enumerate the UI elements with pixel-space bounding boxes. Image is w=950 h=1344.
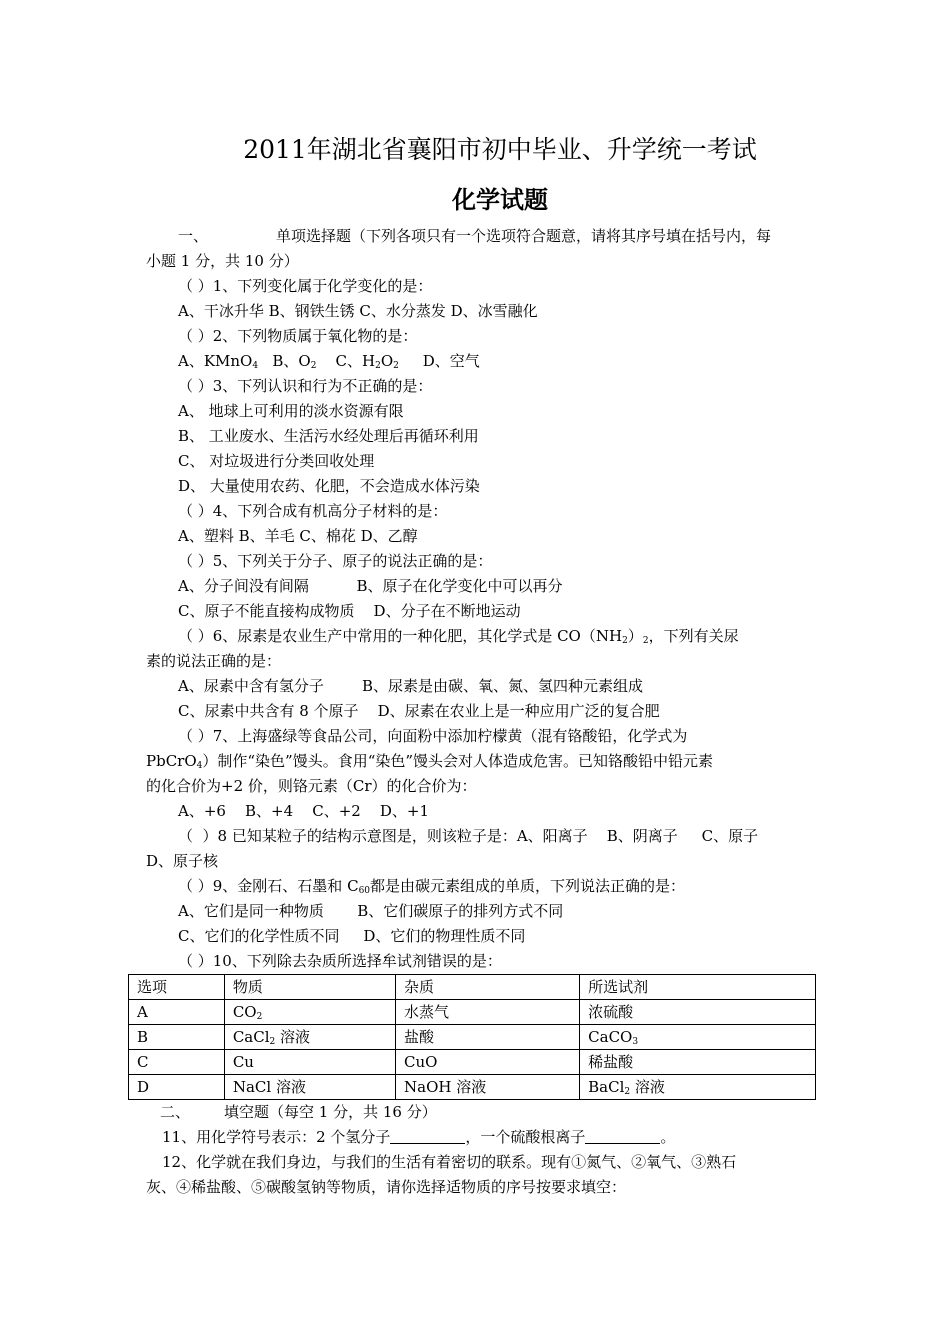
table-cell: CaCl$_2$ 溶液: [224, 1025, 395, 1050]
q6-options-ab: A、尿素中含有氢分子 B、尿素是由碳、氧、氮、氢四种元素组成: [178, 677, 644, 695]
q3-option-b: B、 工业废水、生活污水经处理后再循环利用: [178, 427, 479, 445]
table-header-cell: 杂质: [396, 975, 580, 1000]
q3-stem: （ ）3、下列认识和行为不正确的是：: [178, 377, 433, 395]
q7-stem-line3: 的化合价为+2 价，则铬元素（Cr）的化合价为：: [146, 777, 477, 795]
table-cell: Cu: [224, 1050, 395, 1075]
table-row: [129, 1050, 816, 1075]
table-cell: $CO_2$: [224, 1000, 395, 1025]
table-row: [129, 1025, 816, 1050]
page-subtitle: 化学试题: [452, 186, 548, 214]
q3-option-c: C、 对垃圾进行分类回收处理: [178, 452, 375, 470]
q5-options-ab: A、分子间没有间隔 B、原子在化学变化中可以再分: [178, 577, 563, 595]
table-header-cell: 物质: [224, 975, 395, 1000]
q11-stem: 11、用化学符号表示：2 个氢分子 ，一个硫酸根离子 。: [162, 1128, 676, 1146]
q10-table: [128, 974, 816, 1100]
q8-stem-cont: D、原子核: [146, 852, 219, 870]
q4-stem: （ ）4、下列合成有机高分子材料的是：: [178, 502, 448, 520]
q7-stem-line2: PbCrO$_4$）制作“染色”馒头。食用“染色”馒头会对人体造成危害。已知铬酸铅中铅元素: [146, 752, 714, 771]
table-cell: D: [129, 1075, 225, 1100]
table-cell: 水蒸气: [396, 1000, 580, 1025]
section2-heading: 二、 填空题（每空 1 分，共 16 分）: [160, 1103, 437, 1121]
q6-stem-cont: 素的说法正确的是：: [146, 652, 282, 670]
table-cell: B: [129, 1025, 225, 1050]
q9-stem: （ ）9、金刚石、石墨和 $C_{60}$都是由碳元素组成的单质，下列说法正确的是：: [178, 877, 686, 896]
table-cell: NaOH 溶液: [396, 1075, 580, 1100]
table-cell: NaCl 溶液: [224, 1075, 395, 1100]
q4-options: A、塑料 B、羊毛 C、棉花 D、乙醇: [178, 527, 418, 545]
q12-stem: 12、化学就在我们身边，与我们的生活有着密切的联系。现有①氮气、②氧气、③熟石: [162, 1153, 737, 1171]
table-cell: BaCl$_2$ 溶液: [580, 1075, 816, 1100]
table-cell: 盐酸: [396, 1025, 580, 1050]
q2-stem: （ ）2、下列物质属于氧化物的是：: [178, 327, 418, 345]
table-header-cell: 选项: [129, 975, 225, 1000]
table-cell: 稀盐酸: [580, 1050, 816, 1075]
table-cell: A: [129, 1000, 225, 1025]
section1-heading-cont: 小题 1 分，共 10 分）: [146, 252, 299, 270]
q8-stem: （ ）8 已知某粒子的结构示意图是，则该粒子是：A、阳离子 B、阴离子 C、原子: [178, 827, 759, 845]
q11-blank-1[interactable]: [390, 1127, 465, 1144]
table-cell: CaCO$_3$: [580, 1025, 816, 1050]
q2-options: A、KMnO$_4$ B、$O_2$ C、$H_2O_2$ D、空气: [178, 352, 480, 371]
table-cell: C: [129, 1050, 225, 1075]
q9-options-ab: A、它们是同一种物质 B、它们碳原子的排列方式不同: [178, 902, 564, 920]
exam-body: [137, 224, 808, 1200]
q11-blank-2[interactable]: [585, 1127, 660, 1144]
q6-stem: （ ）6、尿素是农业生产中常用的一种化肥，其化学式是 $CO(NH_2)_2$，下列有关尿: [178, 627, 739, 646]
table-cell: 浓硫酸: [580, 1000, 816, 1025]
page-title: 2011年湖北省襄阳市初中毕业、升学统一考试: [243, 135, 757, 164]
table-header-row: [129, 975, 816, 1000]
table-cell: CuO: [396, 1050, 580, 1075]
q7-stem: （ ）7、上海盛绿等食品公司，向面粉中添加柠檬黄（混有铬酸铅，化学式为: [178, 727, 688, 745]
table-row: [129, 1000, 816, 1025]
section1-heading: 一、 单项选择题（下列各项只有一个选项符合题意，请将其序号填在括号内，每: [178, 227, 772, 245]
q6-options-cd: C、尿素中共含有 8 个原子 D、尿素在农业上是一种应用广泛的复合肥: [178, 702, 660, 720]
q3-option-a: A、 地球上可利用的淡水资源有限: [178, 402, 404, 420]
table-row: [129, 1075, 816, 1100]
q3-option-d: D、 大量使用农药、化肥，不会造成水体污染: [178, 477, 480, 495]
q10-stem: （ ）10、下列除去杂质所选择牟试剂错误的是：: [178, 952, 502, 970]
q7-options: A、+6 B、+4 C、+2 D、+1: [178, 802, 430, 820]
q5-options-cd: C、原子不能直接构成物质 D、分子在不断地运动: [178, 602, 521, 620]
q1-stem: （ ）1、下列变化属于化学变化的是：: [178, 277, 433, 295]
q5-stem: （ ）5、下列关于分子、原子的说法正确的是：: [178, 552, 493, 570]
table-header-cell: 所选试剂: [580, 975, 816, 1000]
q1-options: A、干冰升华 B、钢铁生锈 C、水分蒸发 D、冰雪融化: [178, 302, 538, 320]
q12-stem-cont: 灰、④稀盐酸、⑤碳酸氢钠等物质，请你选择适物质的序号按要求填空：: [146, 1178, 627, 1196]
q9-options-cd: C、它们的化学性质不同 D、它们的物理性质不同: [178, 927, 526, 945]
